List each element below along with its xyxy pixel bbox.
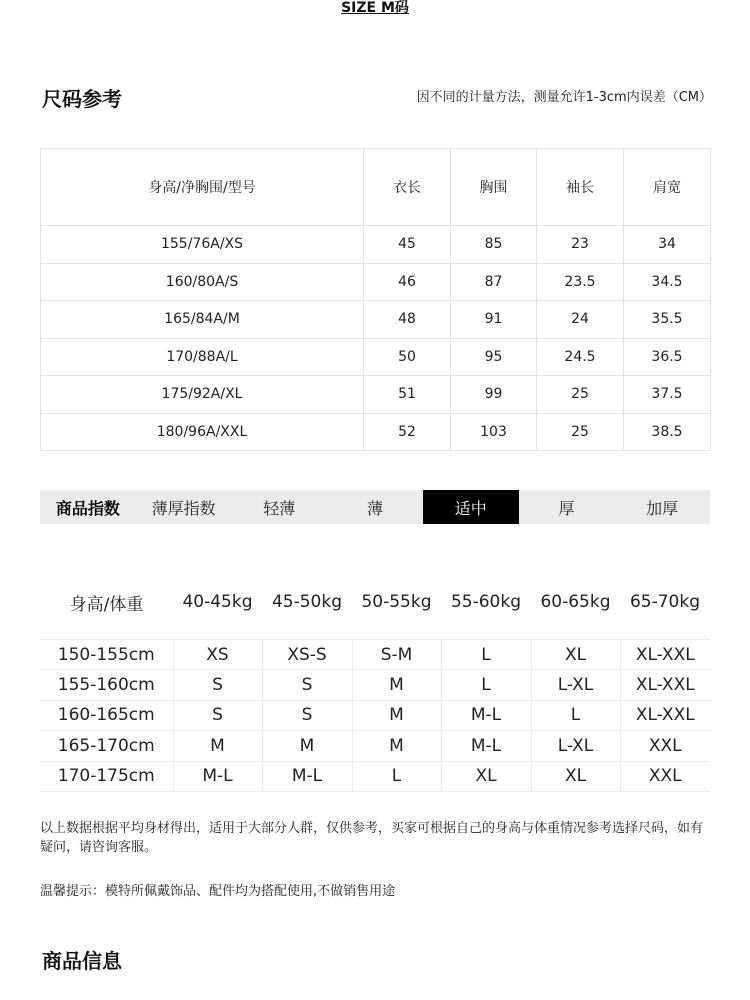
table-cell: 46 (364, 263, 451, 301)
product-info-title: 商品信息 (42, 949, 122, 973)
table-cell: XL-XXL (620, 640, 710, 670)
column-header: 身高/体重 (69, 594, 144, 615)
table-cell: L (441, 670, 531, 700)
table-header-row (41, 149, 711, 226)
table-cell: 38.5 (624, 413, 711, 451)
table-cell: XL-XXL (620, 670, 710, 700)
table-cell: 150-155cm (40, 640, 173, 670)
table-cell: 35.5 (624, 301, 711, 339)
height-weight-table (40, 639, 710, 792)
size-label: SIZE M码 (341, 0, 409, 16)
index-option-extra-thick: 加厚 (646, 498, 679, 518)
table-cell: S (262, 670, 352, 700)
table-row (40, 700, 710, 730)
table-cell: XL (441, 761, 531, 791)
column-header: 65-70kg (629, 592, 701, 612)
column-header: 身高/净胸围/型号 (41, 149, 364, 226)
table-cell: M (352, 731, 441, 761)
table-cell: XS-S (262, 640, 352, 670)
table-cell: M-L (173, 761, 262, 791)
table-row (41, 263, 711, 301)
table-cell: 160/80A/S (41, 263, 364, 301)
table-cell: 95 (451, 338, 537, 376)
table-cell: 23 (537, 226, 624, 264)
table-cell: 34.5 (624, 263, 711, 301)
table-cell: M (262, 731, 352, 761)
table-cell: 37.5 (624, 376, 711, 414)
table-cell: 165-170cm (40, 731, 173, 761)
data-disclaimer: 以上数据根据平均身材得出，适用于大部分人群，仅供参考，买家可根据自己的身高与体重情况参考选择尺码，如有疑问，请咨询客服。 (40, 821, 704, 855)
table-cell: 160-165cm (40, 700, 173, 730)
table-cell: S (173, 670, 262, 700)
table-cell: 34 (624, 226, 711, 264)
table-cell: 180/96A/XXL (41, 413, 364, 451)
table-cell: 175/92A/XL (41, 376, 364, 414)
index-option-thickness-label: 薄厚指数 (151, 498, 216, 518)
index-option-very-thin: 轻薄 (263, 498, 296, 518)
table-cell: S (173, 700, 262, 730)
table-cell: M (352, 700, 441, 730)
table-cell: 52 (364, 413, 451, 451)
table-cell: 85 (451, 226, 537, 264)
measurement-note: 因不同的计量方法，测量允许1-3cm内误差（CM） (416, 90, 712, 105)
size-reference-table (40, 148, 711, 451)
table-cell: XL (531, 761, 620, 791)
table-cell: L-XL (531, 731, 620, 761)
table-row (41, 376, 711, 414)
table-row (41, 226, 711, 264)
table-cell: M-L (441, 700, 531, 730)
table-cell: L (531, 700, 620, 730)
index-option-thin: 薄 (367, 498, 384, 518)
column-header: 45-50kg (271, 592, 343, 612)
table-cell: M (173, 731, 262, 761)
table-cell: 24 (537, 301, 624, 339)
column-header: 55-60kg (450, 592, 522, 612)
column-header: 衣长 (364, 149, 451, 226)
thickness-index-bar (40, 490, 710, 524)
table-row (41, 413, 711, 451)
table-cell: 51 (364, 376, 451, 414)
column-header: 肩宽 (624, 149, 711, 226)
table-row (40, 731, 710, 761)
accessory-tip: 温馨提示：模特所佩戴饰品、配件均为搭配使用,不做销售用途 (40, 884, 396, 899)
table-cell: 103 (451, 413, 537, 451)
table-cell: 45 (364, 226, 451, 264)
table-cell: S-M (352, 640, 441, 670)
table-cell: XL (531, 640, 620, 670)
table-cell: XS (173, 640, 262, 670)
table-cell: 155-160cm (40, 670, 173, 700)
table-row (41, 301, 711, 339)
table-cell: XL-XXL (620, 700, 710, 730)
table-cell: S (262, 700, 352, 730)
table-cell: M-L (441, 731, 531, 761)
table-cell: 170-175cm (40, 761, 173, 791)
table-row (40, 761, 710, 791)
column-header: 50-55kg (361, 592, 432, 612)
column-header: 60-65kg (540, 592, 611, 612)
index-option-thick: 厚 (558, 498, 575, 518)
size-reference-title: 尺码参考 (42, 87, 122, 111)
table-cell: L-XL (531, 670, 620, 700)
table-row (40, 670, 710, 700)
table-cell: M (352, 670, 441, 700)
table-cell: 165/84A/M (41, 301, 364, 339)
table-cell: L (352, 761, 441, 791)
table-cell: XXL (620, 731, 710, 761)
table-row (40, 640, 710, 670)
table-cell: 155/76A/XS (41, 226, 364, 264)
table-cell: L (441, 640, 531, 670)
table-cell: 170/88A/L (41, 338, 364, 376)
column-header: 袖长 (537, 149, 624, 226)
table-row (41, 338, 711, 376)
table-cell: XXL (620, 761, 710, 791)
index-option-medium-selected: 适中 (423, 490, 519, 524)
table-cell: 99 (451, 376, 537, 414)
table-cell: 25 (537, 413, 624, 451)
index-label: 商品指数 (55, 498, 120, 518)
table-cell: 24.5 (537, 338, 624, 376)
table-cell: 87 (451, 263, 537, 301)
table-cell: 23.5 (537, 263, 624, 301)
table-cell: 48 (364, 301, 451, 339)
column-header: 胸围 (451, 149, 537, 226)
column-header: 40-45kg (182, 592, 253, 612)
table-cell: 50 (364, 338, 451, 376)
table-cell: 91 (451, 301, 537, 339)
table-cell: M-L (262, 761, 352, 791)
table-cell: 25 (537, 376, 624, 414)
table-cell: 36.5 (624, 338, 711, 376)
height-weight-header (40, 588, 710, 616)
